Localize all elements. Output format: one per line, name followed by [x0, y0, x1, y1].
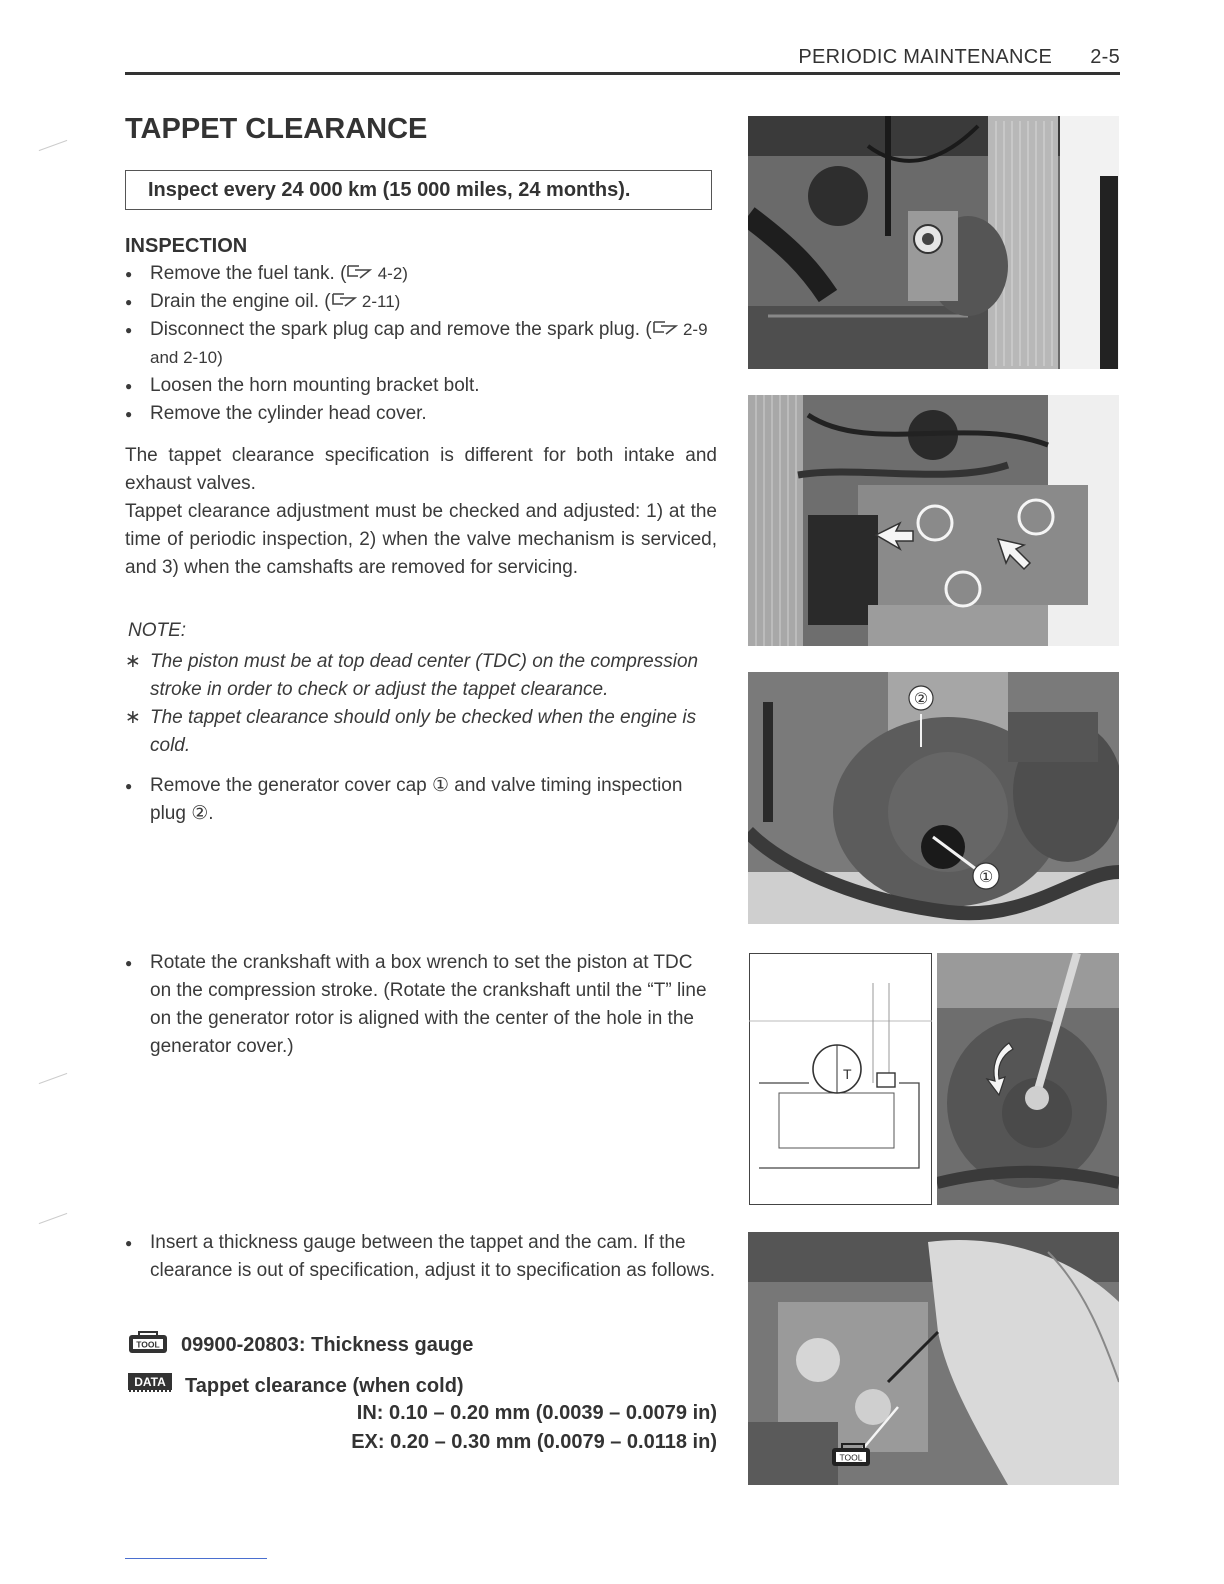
margin-mark — [39, 140, 68, 151]
tool-badge-text: TOOL — [136, 1339, 160, 1350]
tool-icon — [127, 1329, 169, 1361]
cap-callout: ① — [978, 867, 994, 886]
gauge-step-list — [125, 1229, 717, 1285]
notes-list — [125, 648, 717, 760]
margin-mark — [39, 1213, 68, 1224]
exhaust-spec: EX: 0.20 – 0.30 mm (0.0079 – 0.0118 in) — [351, 1431, 717, 1453]
data-spec-line — [127, 1372, 464, 1400]
note-tdc: ∗ The piston must be at top dead center (TDC) on the compression stroke in order to check or adjust the tappet clearance. — [125, 648, 717, 704]
reference-arrow-icon — [331, 291, 357, 312]
special-tool-line — [127, 1329, 473, 1361]
page-number: 2-5 — [1090, 46, 1120, 68]
step-remove-fuel-tank: ● Remove the fuel tank. ( 4-2) — [125, 260, 717, 288]
generator-step-list — [125, 772, 717, 828]
photo-horn-bracket — [748, 116, 1119, 369]
plug-callout: ② — [913, 689, 929, 708]
step-thickness-gauge: ● Insert a thickness gauge between the tappet and the cam. If the clearance is out of specification, adjust it to specification as follows. — [125, 1229, 717, 1285]
footnote-rule — [125, 1558, 267, 1559]
reference-arrow-icon — [652, 319, 678, 340]
data-label: Tappet clearance (when cold) — [185, 1374, 464, 1397]
photo-thickness-gauge — [748, 1232, 1119, 1485]
margin-mark — [39, 1073, 68, 1084]
photo-tool-badge-text: TOOL — [839, 1452, 863, 1463]
step-horn-bracket: ● Loosen the horn mounting bracket bolt. — [125, 372, 717, 400]
tool-part-number: 09900-20803: Thickness gauge — [181, 1333, 474, 1356]
step-spark-plug: ● Disconnect the spark plug cap and remove the spark plug. ( 2-9 and 2-10) — [125, 316, 717, 372]
note-label: NOTE: — [128, 620, 187, 641]
section-name: PERIODIC MAINTENANCE — [798, 46, 1053, 68]
step-rotate-crankshaft: ● Rotate the crankshaft with a box wrench to set the piston at TDC on the compression stroke. (Rotate the crankshaft until the “T” line on the generator rotor is aligned with the center of the hole in the generator cover.) — [125, 949, 717, 1061]
photo-cylinder-head — [748, 395, 1119, 646]
inspection-heading: INSPECTION — [125, 235, 248, 257]
reference-arrow-icon — [346, 263, 372, 284]
step-drain-oil: ● Drain the engine oil. ( 2-11) — [125, 288, 717, 316]
running-header — [780, 46, 1120, 69]
photo-crankshaft-rotation — [937, 953, 1119, 1205]
photo-generator-cover — [748, 672, 1119, 924]
rotate-step-list — [125, 949, 717, 1061]
data-badge-text: DATA — [134, 1375, 166, 1389]
intake-spec: IN: 0.10 – 0.20 mm (0.0039 – 0.0079 in) — [356, 1402, 717, 1424]
step-generator-cap: ● Remove the generator cover cap ① and valve timing inspection plug ②. — [125, 772, 717, 828]
note-cold-engine: ∗ The tappet clearance should only be checked when the engine is cold. — [125, 704, 717, 760]
step-head-cover: ● Remove the cylinder head cover. — [125, 400, 717, 428]
tdc-t-mark: T — [843, 1066, 852, 1082]
header-divider — [125, 72, 1120, 75]
inspection-interval-box: Inspect every 24 000 km (15 000 miles, 24 months). — [125, 170, 712, 210]
data-icon — [127, 1372, 173, 1400]
adjustment-paragraph: Tappet clearance adjustment must be checked and adjusted: 1) at the time of periodic inspection, 2) when the valve mechanism is serviced, and 3) when the camshafts are removed for servicing. — [125, 501, 717, 578]
inspection-steps — [125, 260, 717, 428]
page-title: TAPPET CLEARANCE — [125, 113, 428, 145]
diagram-tdc-mark — [749, 953, 932, 1205]
spec-paragraph: The tappet clearance specification is different for both intake and exhaust valves. — [125, 445, 717, 494]
